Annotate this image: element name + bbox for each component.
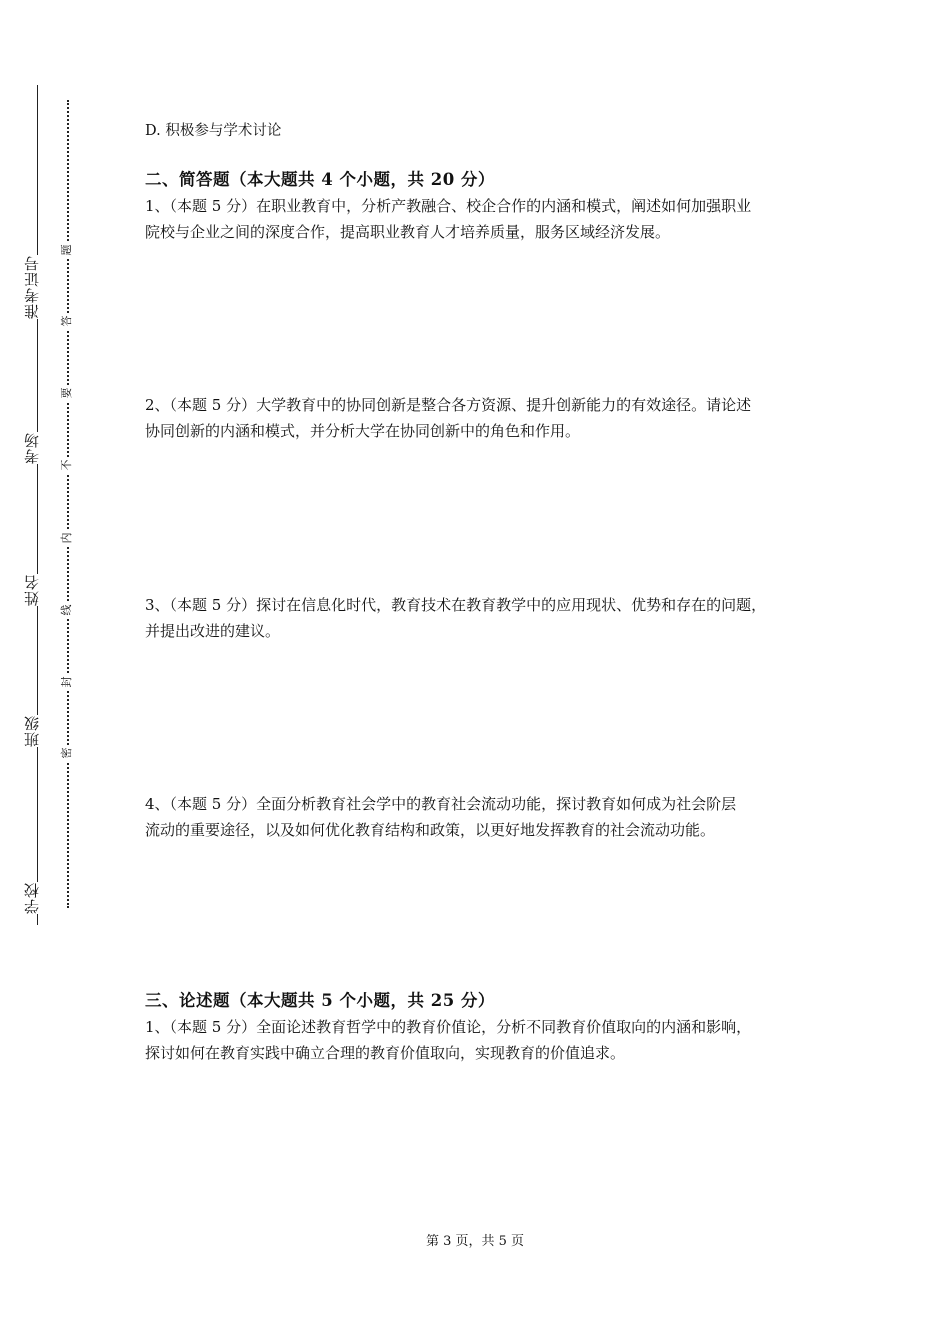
question-text: 流动的重要途径，以及如何优化教育结构和政策，以更好地发挥教育的社会流动功能。 <box>145 821 716 839</box>
seal-dotted-line <box>67 100 69 908</box>
seal-char: 密 <box>59 745 75 761</box>
school-label: 学校 <box>23 882 41 914</box>
margin-rule <box>37 85 38 925</box>
question-text: 2、（本题 5 分）大学教育中的协同创新是整合各方资源、提升创新能力的有效途径。请论述 <box>145 396 752 414</box>
question-2-2 <box>145 392 825 444</box>
seal-char: 线 <box>59 602 75 618</box>
exam-number-label: 准考证号 <box>23 255 41 319</box>
question-text: 1、（本题 5 分）在职业教育中，分析产教融合、校企合作的内涵和模式，阐述如何加强职业 <box>145 197 752 215</box>
question-text: 1、（本题 5 分）全面论述教育哲学中的教育价值论，分析不同教育价值取向的内涵和影响， <box>145 1018 752 1036</box>
seal-char: 答 <box>59 313 75 329</box>
question-text: 4、（本题 5 分）全面分析教育社会学中的教育社会流动功能，探讨教育如何成为社会阶层 <box>145 795 737 813</box>
exam-room-label: 考场 <box>23 432 41 464</box>
question-3-1 <box>145 1014 825 1066</box>
question-2-4 <box>145 791 825 843</box>
section-3-title: 三、论述题（本大题共 5 个小题，共 25 分） <box>145 991 495 1010</box>
question-2-3 <box>145 592 825 644</box>
page-footer: 第 3 页，共 5 页 <box>425 1234 525 1249</box>
seal-char: 题 <box>59 242 75 258</box>
seal-char: 不 <box>59 457 75 473</box>
question-text: 探讨如何在教育实践中确立合理的教育价值取向，实现教育的价值追求。 <box>145 1044 626 1062</box>
question-text: 协同创新的内涵和模式，并分析大学在协同创新中的角色和作用。 <box>145 422 581 440</box>
question-text: 并提出改进的建议。 <box>145 622 281 640</box>
question-2-1 <box>145 193 825 245</box>
option-d: D. 积极参与学术讨论 <box>145 123 282 139</box>
name-label: 姓名 <box>23 574 41 606</box>
seal-char: 内 <box>59 530 75 546</box>
question-text: 3、（本题 5 分）探讨在信息化时代，教育技术在教育教学中的应用现状、优势和存在的问题， <box>145 596 767 614</box>
seal-char: 要 <box>59 385 75 401</box>
class-label: 班级 <box>23 715 41 747</box>
question-text: 院校与企业之间的深度合作，提高职业教育人才培养质量，服务区域经济发展。 <box>145 223 671 241</box>
seal-char: 封 <box>59 674 75 690</box>
section-2-title: 二、简答题（本大题共 4 个小题，共 20 分） <box>145 170 495 189</box>
